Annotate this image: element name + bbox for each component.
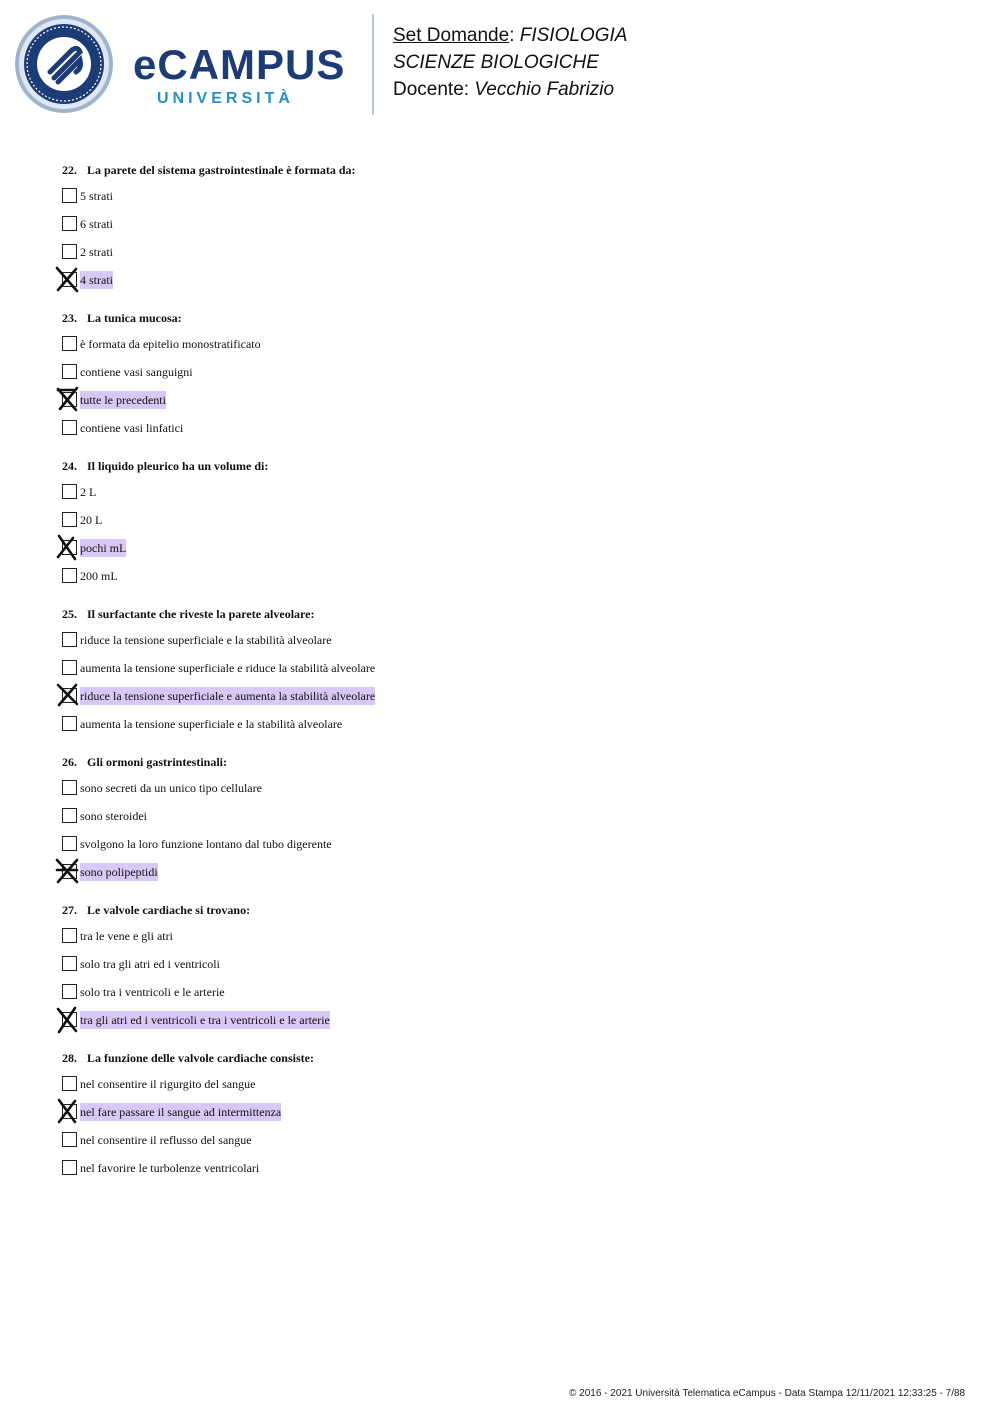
handwritten-x-mark-icon bbox=[55, 266, 81, 294]
answer-text: aumenta la tensione superficiale e la stabilità alveolare bbox=[80, 717, 343, 731]
document-info bbox=[393, 22, 627, 103]
question-text: Il surfactante che riveste la parete alveolare: bbox=[87, 607, 315, 621]
answer-option[interactable] bbox=[62, 335, 482, 353]
answer-option[interactable] bbox=[62, 1075, 482, 1093]
answer-text: contiene vasi linfatici bbox=[80, 421, 184, 435]
question-block bbox=[62, 753, 482, 881]
answer-text: 2 strati bbox=[80, 245, 113, 259]
answer-option[interactable] bbox=[62, 419, 482, 437]
answer-checkbox[interactable] bbox=[62, 216, 77, 231]
answer-option[interactable] bbox=[62, 659, 482, 677]
question-title bbox=[62, 753, 482, 771]
answer-checkbox[interactable] bbox=[62, 512, 77, 527]
question-text: Il liquido pleurico ha un volume di: bbox=[87, 459, 269, 473]
answer-checkbox[interactable] bbox=[62, 484, 77, 499]
handwritten-x-mark-icon bbox=[55, 1098, 81, 1126]
answer-text: pochi mL bbox=[80, 541, 127, 555]
answer-text: 6 strati bbox=[80, 217, 113, 231]
answer-text: è formata da epitelio monostratificato bbox=[80, 337, 261, 351]
question-text: La tunica mucosa: bbox=[87, 311, 182, 325]
answer-text: aumenta la tensione superficiale e riduce la stabilità alveolare bbox=[80, 661, 376, 675]
answer-option[interactable] bbox=[62, 271, 482, 289]
answer-checkbox[interactable] bbox=[62, 716, 77, 731]
answer-checkbox[interactable] bbox=[62, 836, 77, 851]
answer-text: tutte le precedenti bbox=[80, 393, 166, 407]
page-footer: © 2016 - 2021 Università Telematica eCampus - Data Stampa 12/11/2021 12:33:25 - 7/88 bbox=[569, 1388, 966, 1399]
answer-option[interactable] bbox=[62, 215, 482, 233]
answer-option[interactable] bbox=[62, 807, 482, 825]
question-list bbox=[62, 161, 482, 1197]
question-number: 28. bbox=[62, 1051, 77, 1065]
answer-text: solo tra i ventricoli e le arterie bbox=[80, 985, 225, 999]
question-text: Gli ormoni gastrintestinali: bbox=[87, 755, 227, 769]
handwritten-x-mark-icon bbox=[55, 534, 81, 562]
brand-subtitle: UNIVERSITÀ bbox=[157, 90, 294, 107]
answer-text: sono secreti da un unico tipo cellulare bbox=[80, 781, 262, 795]
answer-option[interactable] bbox=[62, 779, 482, 797]
university-seal-logo bbox=[14, 14, 114, 114]
answer-checkbox[interactable] bbox=[62, 808, 77, 823]
answer-checkbox[interactable] bbox=[62, 1132, 77, 1147]
set-label: Set Domande bbox=[393, 25, 510, 46]
question-text: La funzione delle valvole cardiache consiste: bbox=[87, 1051, 314, 1065]
answer-option[interactable] bbox=[62, 631, 482, 649]
brand-name: eCAMPUS bbox=[133, 41, 346, 88]
handwritten-x-mark-icon bbox=[55, 682, 81, 710]
handwritten-x-mark-icon bbox=[55, 386, 81, 414]
brand-wordmark bbox=[133, 41, 358, 114]
answer-checkbox[interactable] bbox=[62, 984, 77, 999]
question-title bbox=[62, 605, 482, 623]
answer-option[interactable] bbox=[62, 187, 482, 205]
question-number: 22. bbox=[62, 163, 77, 177]
answer-text: nel consentire il reflusso del sangue bbox=[80, 1133, 252, 1147]
answer-option[interactable] bbox=[62, 363, 482, 381]
answer-text: tra le vene e gli atri bbox=[80, 929, 173, 943]
question-title bbox=[62, 161, 482, 179]
answer-checkbox[interactable] bbox=[62, 956, 77, 971]
answer-option[interactable] bbox=[62, 1103, 482, 1121]
question-title bbox=[62, 457, 482, 475]
question-text: Le valvole cardiache si trovano: bbox=[87, 903, 251, 917]
set-line: Set Domande: FISIOLOGIA bbox=[393, 25, 628, 46]
answer-checkbox[interactable] bbox=[62, 244, 77, 259]
answer-text: riduce la tensione superficiale e la stabilità alveolare bbox=[80, 633, 332, 647]
answer-checkbox[interactable] bbox=[62, 364, 77, 379]
answer-option[interactable] bbox=[62, 483, 482, 501]
answer-checkbox[interactable] bbox=[62, 568, 77, 583]
answer-text: sono steroidei bbox=[80, 809, 147, 823]
answer-option[interactable] bbox=[62, 1131, 482, 1149]
answer-option[interactable] bbox=[62, 983, 482, 1001]
answer-option[interactable] bbox=[62, 1011, 482, 1029]
question-number: 23. bbox=[62, 311, 77, 325]
answer-text: nel favorire le turbolenze ventricolari bbox=[80, 1161, 260, 1175]
header-divider bbox=[372, 14, 374, 115]
answer-checkbox[interactable] bbox=[62, 928, 77, 943]
question-block bbox=[62, 1049, 482, 1177]
question-title bbox=[62, 1049, 482, 1067]
subject-name: FISIOLOGIA bbox=[519, 25, 628, 46]
answer-text: nel consentire il rigurgito del sangue bbox=[80, 1077, 256, 1091]
answer-option[interactable] bbox=[62, 1159, 482, 1177]
answer-text: riduce la tensione superficiale e aumenta la stabilità alveolare bbox=[80, 689, 376, 703]
answer-checkbox[interactable] bbox=[62, 1160, 77, 1175]
question-number: 26. bbox=[62, 755, 77, 769]
question-block bbox=[62, 457, 482, 585]
answer-checkbox[interactable] bbox=[62, 188, 77, 203]
question-text: La parete del sistema gastrointestinale è formata da: bbox=[87, 163, 356, 177]
question-number: 25. bbox=[62, 607, 77, 621]
teacher-line bbox=[393, 76, 627, 103]
handwritten-x-mark-icon bbox=[55, 858, 81, 886]
answer-text: tra gli atri ed i ventricoli e tra i ventricoli e le arterie bbox=[80, 1013, 330, 1027]
answer-option[interactable] bbox=[62, 539, 482, 557]
teacher-name: Vecchio Fabrizio bbox=[474, 79, 615, 100]
question-block bbox=[62, 309, 482, 437]
answer-option[interactable] bbox=[62, 715, 482, 733]
question-block bbox=[62, 161, 482, 289]
answer-checkbox[interactable] bbox=[62, 660, 77, 675]
answer-text: svolgono la loro funzione lontano dal tubo digerente bbox=[80, 837, 332, 851]
answer-option[interactable] bbox=[62, 835, 482, 853]
answer-checkbox[interactable] bbox=[62, 632, 77, 647]
question-number: 24. bbox=[62, 459, 77, 473]
answer-option[interactable] bbox=[62, 567, 482, 585]
question-block bbox=[62, 605, 482, 733]
page-header bbox=[0, 0, 1000, 130]
question-block bbox=[62, 901, 482, 1029]
answer-text: 4 strati bbox=[80, 273, 113, 287]
answer-checkbox[interactable] bbox=[62, 1076, 77, 1091]
answer-checkbox[interactable] bbox=[62, 780, 77, 795]
answer-text: 5 strati bbox=[80, 189, 113, 203]
answer-text: sono polipeptidi bbox=[80, 865, 158, 879]
answer-checkbox[interactable] bbox=[62, 420, 77, 435]
answer-checkbox[interactable] bbox=[62, 336, 77, 351]
answer-option[interactable] bbox=[62, 863, 482, 881]
question-title bbox=[62, 901, 482, 919]
answer-text: nel fare passare il sangue ad intermittenza bbox=[80, 1105, 282, 1119]
course-name: SCIENZE BIOLOGICHE bbox=[393, 52, 599, 73]
answer-text: 2 L bbox=[80, 485, 97, 499]
answer-option[interactable] bbox=[62, 243, 482, 261]
answer-option[interactable] bbox=[62, 391, 482, 409]
question-title bbox=[62, 309, 482, 327]
answer-option[interactable] bbox=[62, 955, 482, 973]
teacher-label: Docente: bbox=[393, 79, 470, 100]
answer-text: contiene vasi sanguigni bbox=[80, 365, 193, 379]
answer-option[interactable] bbox=[62, 511, 482, 529]
answer-text: 200 mL bbox=[80, 569, 118, 583]
handwritten-x-mark-icon bbox=[55, 1006, 81, 1034]
answer-text: solo tra gli atri ed i ventricoli bbox=[80, 957, 220, 971]
answer-option[interactable] bbox=[62, 687, 482, 705]
question-number: 27. bbox=[62, 903, 77, 917]
answer-option[interactable] bbox=[62, 927, 482, 945]
answer-text: 20 L bbox=[80, 513, 103, 527]
